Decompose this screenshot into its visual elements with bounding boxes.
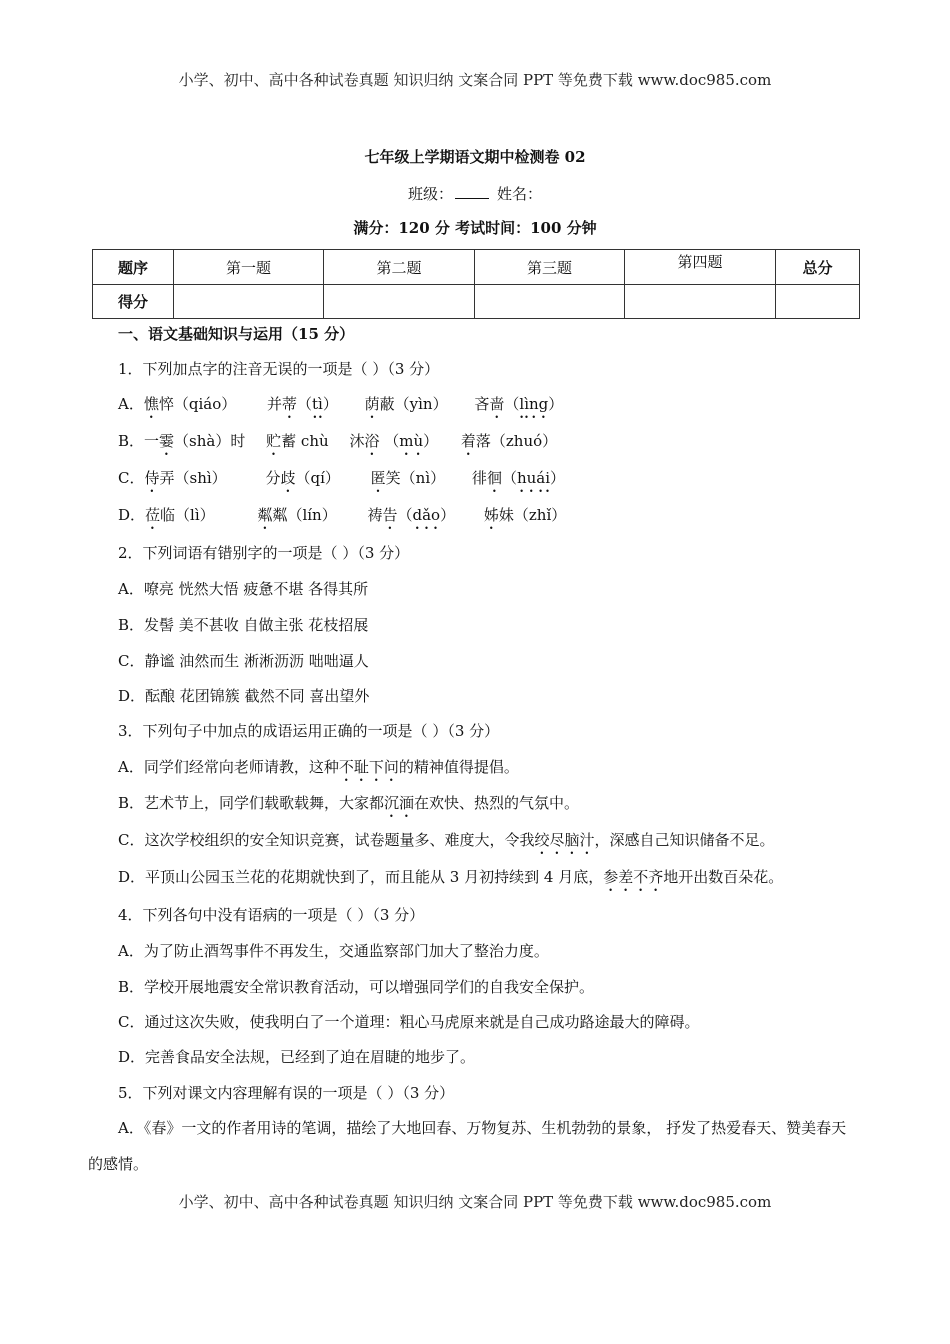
q4-option-b[interactable]: B．学校开展地震安全常识教育活动，可以增强同学们的自我安全保护。 xyxy=(118,978,595,996)
option-text: B．一 xyxy=(118,432,160,450)
dotted-char: 贮 xyxy=(266,432,282,450)
q4-option-c[interactable]: C．通过这次失败，使我明白了一个道理：粗心马虎原来就是自己成功路途最大的障碍。 xyxy=(118,1013,700,1031)
q2-stem: 2．下列词语有错别字的一项是（ ）（3 分） xyxy=(118,544,410,562)
exam-title: 七年级上学期语文期中检测卷 02 xyxy=(364,148,586,166)
q1-stem: 1．下列加点字的注音无误的一项是（ ）（3 分） xyxy=(118,360,440,378)
score-cell[interactable] xyxy=(625,285,776,319)
page-header: 小学、初中、高中各种试卷真题 知识归纳 文案合同 PPT 等免费下载 www.doc985.com xyxy=(178,71,772,89)
q3-option-a[interactable] xyxy=(118,756,519,785)
q5-option-a[interactable]: A．《春》一文的作者用诗的笔调，描绘了大地回春、万物复苏、生机勃勃的景象， 抒发了热爱春天、赞美春天的感情。 xyxy=(88,1119,847,1173)
option-text: 妹（zhǐ） xyxy=(498,506,567,524)
score-table-score-row xyxy=(93,285,860,319)
score-cell[interactable] xyxy=(324,285,475,319)
dotted-idiom: 不耻下问 xyxy=(338,758,399,776)
dotted-char: 啬（lìng） xyxy=(489,395,564,413)
q2-option-d[interactable]: D．酝酿 花团锦簇 截然不同 喜出望外 xyxy=(118,687,370,705)
option-text: （qí） xyxy=(295,469,340,487)
q1-option-d[interactable] xyxy=(118,504,566,533)
q1-option-b[interactable] xyxy=(118,430,557,459)
dotted-char: 憔 xyxy=(143,395,159,413)
q3-option-b[interactable] xyxy=(118,792,579,821)
dotted-char: 荫 xyxy=(364,395,380,413)
score-cell[interactable] xyxy=(475,285,625,319)
q5-stem: 5．下列对课文内容理解有误的一项是（ ）（3 分） xyxy=(118,1084,455,1102)
option-letter: A． xyxy=(118,395,144,413)
option-text: 笑（nì） xyxy=(385,469,446,487)
page-footer: 小学、初中、高中各种试卷真题 知识归纳 文案合同 PPT 等免费下载 www.doc985.com xyxy=(178,1193,772,1211)
dotted-char: 浴 （mù） xyxy=(364,432,439,450)
option-text: 沐 xyxy=(349,432,365,450)
option-text: 在欢快、热烈的气氛中。 xyxy=(414,794,580,812)
dotted-char: 侍 xyxy=(144,469,160,487)
option-text: 分 xyxy=(265,469,281,487)
option-text: 蓄 chù xyxy=(281,432,329,450)
dotted-char: 霎 xyxy=(159,432,175,450)
option-text: 徘 xyxy=(471,469,487,487)
option-text: 落（zhuó） xyxy=(475,432,558,450)
option-text: 吝 xyxy=(474,395,490,413)
dotted-char: 徊（huái） xyxy=(486,469,565,487)
header-cell: 第一题 xyxy=(174,250,324,285)
option-text: ，深感自己知识储备不足。 xyxy=(594,831,775,849)
header-cell: 第三题 xyxy=(475,250,625,285)
option-text: B．艺术节上，同学们载歌载舞，大家都 xyxy=(118,794,385,812)
q4-stem: 4．下列各句中没有语病的一项是（ ）（3 分） xyxy=(118,906,425,924)
dotted-idiom: 沉湎 xyxy=(384,794,415,812)
header-cell: 总分 xyxy=(776,250,860,285)
class-blank[interactable] xyxy=(455,184,489,199)
dotted-char: 告（dǎo） xyxy=(382,506,456,524)
option-letter: D． xyxy=(118,506,146,524)
section-heading-1: 一、语文基础知识与运用（15 分） xyxy=(118,325,355,343)
score-cell[interactable] xyxy=(174,285,324,319)
header-cell: 第四题 xyxy=(625,250,776,285)
score-table-header-row xyxy=(93,250,860,285)
exam-meta: 满分：120 分 考试时间：100 分钟 xyxy=(353,219,597,237)
q2-option-c[interactable]: C．静谧 油然而生 淅淅沥沥 咄咄逼人 xyxy=(118,652,369,670)
score-table xyxy=(92,249,860,319)
q3-stem: 3．下列句子中加点的成语运用正确的一项是（ ）（3 分） xyxy=(118,722,500,740)
q2-option-b[interactable]: B．发髻 美不甚收 自做主张 花枝招展 xyxy=(118,616,369,634)
dotted-idiom: 参差不齐 xyxy=(603,868,664,886)
dotted-char: 蒂（tì） xyxy=(282,395,338,413)
q4-option-a[interactable]: A．为了防止酒驾事件不再发生，交通监察部门加大了整治力度。 xyxy=(118,942,549,960)
q3-option-c[interactable] xyxy=(118,829,775,858)
option-text: 临（lì） xyxy=(160,506,215,524)
option-letter: C． xyxy=(118,469,145,487)
option-text: 地开出数百朵花。 xyxy=(663,868,784,886)
q1-option-a[interactable] xyxy=(118,393,563,422)
q2-option-a[interactable]: A．嘹亮 恍然大悟 疲惫不堪 各得其所 xyxy=(118,580,369,598)
dotted-char: 着 xyxy=(460,432,476,450)
dotted-char: 姊 xyxy=(483,506,499,524)
dotted-char: 莅 xyxy=(145,506,161,524)
option-text: 并 xyxy=(267,395,283,413)
option-text: C．这次学校组织的安全知识竞赛，试卷题量多、难度大，令我 xyxy=(118,831,535,849)
option-text: 弄（shì） xyxy=(159,469,227,487)
option-text: D．平顶山公园玉兰花的花期就快到了，而且能从 3 月初持续到 4 月底， xyxy=(118,868,604,886)
class-label: 班级： xyxy=(407,185,453,203)
option-text: 的精神值得提倡。 xyxy=(398,758,519,776)
option-text: 蔽（yìn） xyxy=(379,395,448,413)
header-cell: 第二题 xyxy=(324,250,475,285)
q1-option-c[interactable] xyxy=(118,467,565,496)
student-info xyxy=(0,183,950,204)
name-label: 姓名： xyxy=(497,185,543,203)
header-cell: 题序 xyxy=(93,250,174,285)
option-text: （shà）时 xyxy=(174,432,246,450)
option-text: A．同学们经常向老师请教，这种 xyxy=(118,758,339,776)
option-text: 粼（lín） xyxy=(272,506,337,524)
option-text: 祷 xyxy=(367,506,383,524)
dotted-char: 粼 xyxy=(257,506,273,524)
score-label-cell: 得分 xyxy=(93,285,174,319)
score-cell[interactable] xyxy=(776,285,860,319)
dotted-idiom: 绞尽脑汁 xyxy=(534,831,595,849)
dotted-char: 歧 xyxy=(280,469,296,487)
q3-option-d[interactable] xyxy=(118,866,783,895)
option-text: 悴（qiáo） xyxy=(158,395,237,413)
dotted-char: 匿 xyxy=(370,469,386,487)
q4-option-d[interactable]: D．完善食品安全法规，已经到了迫在眉睫的地步了。 xyxy=(118,1048,476,1066)
